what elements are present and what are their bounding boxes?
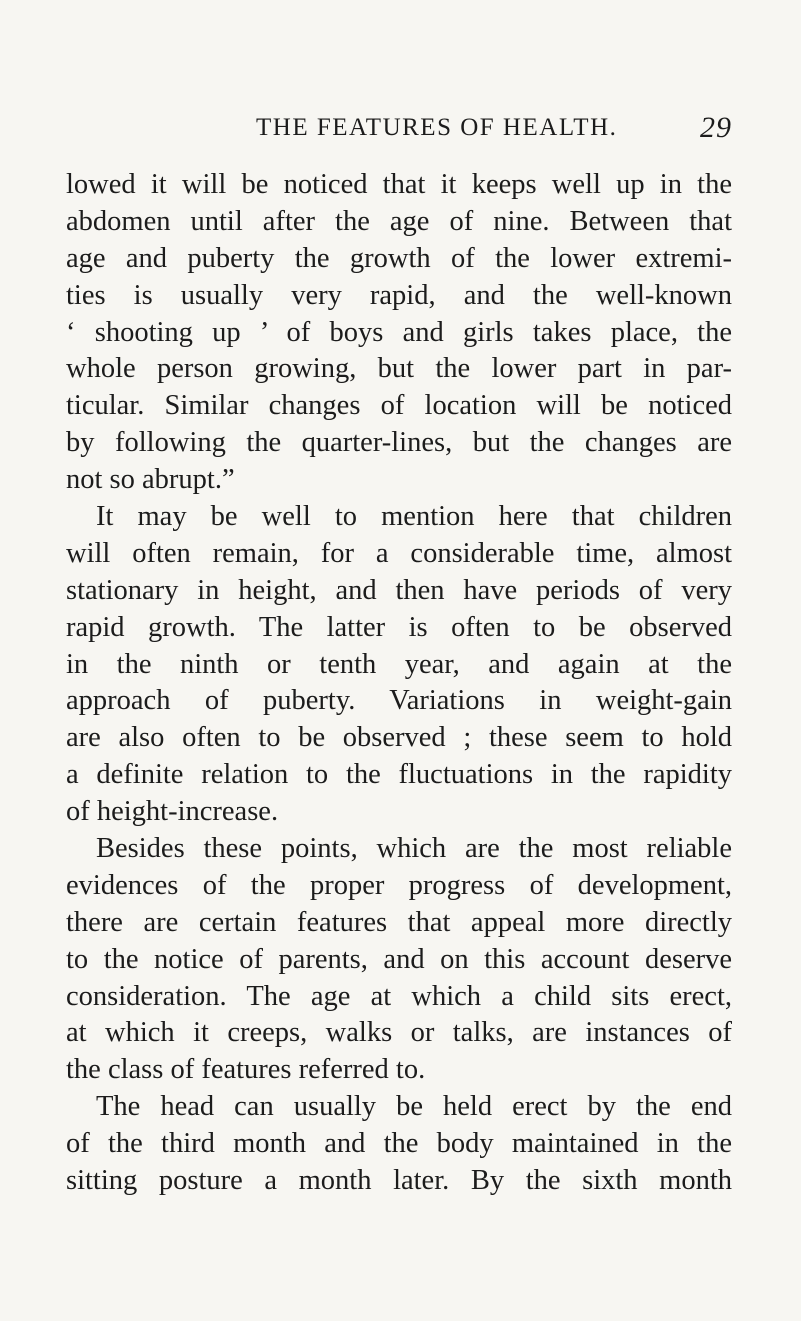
text-line: of the third month and the body maintained in the	[66, 1128, 732, 1160]
text-line: ties is usually very rapid, and the well-known	[66, 279, 732, 311]
text-line: there are certain features that appeal more directly	[66, 906, 732, 938]
text-line: in the ninth or tenth year, and again at the	[66, 648, 732, 680]
text-line: the class of features referred to.	[66, 1054, 426, 1086]
text-line: The head can usually be held erect by the end	[96, 1091, 732, 1123]
text-line: lowed it will be noticed that it keeps well up in the	[66, 169, 732, 200]
text-line: not so abrupt.”	[66, 464, 235, 496]
text-line: a definite relation to the fluctuations in the rapidity	[66, 759, 732, 791]
running-head	[66, 112, 732, 152]
text-line: ‘ shooting up ’ of boys and girls takes place, the	[66, 316, 732, 348]
text-line: of height-increase.	[66, 796, 279, 828]
text-line: sitting posture a month later. By the sixth month	[66, 1165, 732, 1197]
page-number: 29	[700, 111, 732, 144]
text-line: rapid growth. The latter is often to be observed	[66, 611, 732, 643]
text-line: Besides these points, which are the most reliable	[96, 833, 732, 865]
text-line: approach of puberty. Variations in weight-gain	[66, 685, 732, 717]
text-line: abdomen until after the age of nine. Between that	[66, 205, 732, 237]
text-line: age and puberty the growth of the lower extremi-	[66, 242, 732, 274]
text-line: It may be well to mention here that children	[96, 501, 732, 533]
text-line: by following the quarter-lines, but the changes are	[66, 427, 732, 459]
text-line: whole person growing, but the lower part in par-	[66, 353, 732, 385]
text-line: at which it creeps, walks or talks, are instances of	[66, 1017, 732, 1049]
text-line: evidences of the proper progress of development,	[66, 869, 732, 901]
running-title: THE FEATURES OF HEALTH.	[256, 114, 618, 141]
text-line: are also often to be observed ; these seem to hold	[66, 722, 732, 754]
text-line: will often remain, for a considerable time, almost	[66, 537, 732, 569]
text-line: to the notice of parents, and on this account deserve	[66, 943, 732, 975]
text-line: stationary in height, and then have periods of very	[66, 574, 732, 606]
text-line: consideration. The age at which a child sits erect,	[66, 980, 732, 1012]
text-line: ticular. Similar changes of location will be noticed	[66, 390, 732, 422]
body-text	[66, 167, 732, 1200]
